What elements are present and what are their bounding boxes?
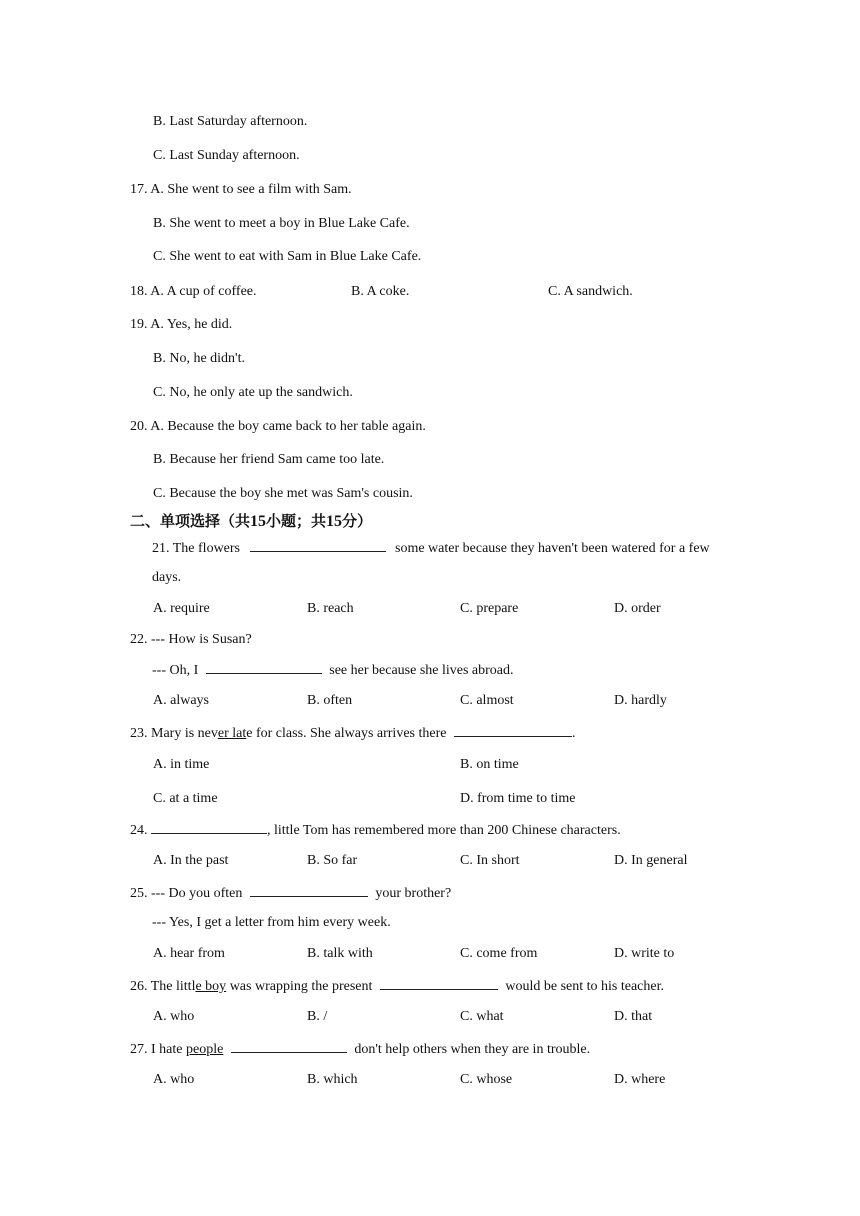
q18-option-c: C. A sandwich. bbox=[548, 284, 633, 299]
q26-stem bbox=[130, 977, 664, 996]
q24-option-c: C. In short bbox=[460, 853, 520, 868]
q21-stem-pre: 21. The flowers bbox=[152, 541, 240, 556]
q21-option-a: A. require bbox=[153, 601, 210, 616]
q19-option-c: C. No, he only ate up the sandwich. bbox=[153, 385, 353, 400]
q22-option-a: A. always bbox=[153, 693, 209, 708]
q20-option-a: 20. A. Because the boy came back to her table again. bbox=[130, 419, 426, 434]
q24-stem-post: , little Tom has remembered more than 200 Chinese characters. bbox=[267, 823, 621, 838]
q26-option-b: B. / bbox=[307, 1009, 328, 1024]
section-2-points: 15 bbox=[326, 513, 343, 530]
q23-stem bbox=[130, 724, 575, 743]
q25-option-c: C. come from bbox=[460, 946, 538, 961]
q20-option-c: C. Because the boy she met was Sam's cousin. bbox=[153, 486, 413, 501]
q27-stem-post: don't help others when they are in trouble. bbox=[354, 1042, 591, 1057]
q20-option-b: B. Because her friend Sam came too late. bbox=[153, 452, 385, 467]
q22-blank bbox=[206, 661, 322, 674]
q22-stem-post: see her because she lives abroad. bbox=[329, 663, 514, 678]
q23-stem-end: . bbox=[571, 726, 576, 741]
q21-stem bbox=[152, 539, 710, 558]
q23-option-d: D. from time to time bbox=[460, 791, 576, 806]
q24-option-b: B. So far bbox=[307, 853, 358, 868]
q18-option-a: 18. A. A cup of coffee. bbox=[130, 284, 257, 299]
q24-blank bbox=[151, 821, 267, 834]
q27-option-b: B. which bbox=[307, 1072, 358, 1087]
q21-stem-post: some water because they haven't been watered for a few bbox=[395, 541, 710, 556]
q26-stem-underlined: e boy bbox=[195, 979, 227, 994]
q26-option-c: C. what bbox=[460, 1009, 504, 1024]
q17-option-c: C. She went to eat with Sam in Blue Lake Cafe. bbox=[153, 249, 422, 264]
q16-option-c: C. Last Sunday afternoon. bbox=[153, 148, 300, 163]
section-2-end: 分） bbox=[342, 512, 373, 530]
q25-option-a: A. hear from bbox=[153, 946, 225, 961]
q26-option-a: A. who bbox=[153, 1009, 195, 1024]
section-2-count: 15 bbox=[250, 513, 267, 530]
q23-stem-p3: e for class. She always arrives there bbox=[246, 726, 447, 741]
q26-option-d: D. that bbox=[614, 1009, 653, 1024]
q24-stem-pre: 24. bbox=[130, 823, 148, 838]
section-2-heading bbox=[130, 512, 372, 531]
q26-stem-post: would be sent to his teacher. bbox=[505, 979, 665, 994]
q27-option-d: D. where bbox=[614, 1072, 666, 1087]
q23-option-c: C. at a time bbox=[153, 791, 218, 806]
q25-blank bbox=[250, 884, 368, 897]
q22-stem-pre: --- Oh, I bbox=[152, 663, 199, 678]
q21-option-b: B. reach bbox=[307, 601, 354, 616]
q26-blank bbox=[380, 977, 498, 990]
q27-stem-p1: 27. I hate bbox=[130, 1042, 183, 1057]
q23-option-a: A. in time bbox=[153, 757, 210, 772]
q25-stem bbox=[130, 884, 451, 903]
q22-option-d: D. hardly bbox=[614, 693, 667, 708]
q26-stem-p3: was wrapping the present bbox=[229, 979, 373, 994]
q24-stem bbox=[130, 821, 621, 840]
q16-option-b: B. Last Saturday afternoon. bbox=[153, 114, 308, 129]
q27-blank bbox=[231, 1040, 347, 1053]
q23-stem-p1: 23. Mary is nev bbox=[130, 726, 218, 741]
q24-option-a: A. In the past bbox=[153, 853, 229, 868]
q24-option-d: D. In general bbox=[614, 853, 688, 868]
q25-stem-pre: 25. --- Do you often bbox=[130, 886, 243, 901]
q21-blank bbox=[250, 539, 386, 552]
q23-blank bbox=[454, 724, 572, 737]
q22-line-2 bbox=[152, 661, 514, 680]
q22-option-c: C. almost bbox=[460, 693, 514, 708]
q18-option-b: B. A coke. bbox=[351, 284, 410, 299]
q17-option-a: 17. A. She went to see a film with Sam. bbox=[130, 182, 352, 197]
q22-line-1: 22. --- How is Susan? bbox=[130, 632, 252, 647]
q22-option-b: B. often bbox=[307, 693, 353, 708]
q17-option-b: B. She went to meet a boy in Blue Lake Cafe. bbox=[153, 216, 410, 231]
q27-stem bbox=[130, 1040, 590, 1059]
q21-option-c: C. prepare bbox=[460, 601, 519, 616]
q21-stem-cont: days. bbox=[152, 570, 182, 585]
q23-option-b: B. on time bbox=[460, 757, 519, 772]
q25-option-b: B. talk with bbox=[307, 946, 373, 961]
q25-option-d: D. write to bbox=[614, 946, 675, 961]
section-2-title: 二、单项选择（共 bbox=[130, 512, 251, 530]
q27-option-c: C. whose bbox=[460, 1072, 513, 1087]
q25-line-2: --- Yes, I get a letter from him every week. bbox=[152, 915, 391, 930]
q26-stem-p1: 26. The littl bbox=[130, 979, 196, 994]
q21-option-d: D. order bbox=[614, 601, 661, 616]
q19-option-b: B. No, he didn't. bbox=[153, 351, 245, 366]
q27-stem-underlined: people bbox=[185, 1042, 224, 1057]
q27-option-a: A. who bbox=[153, 1072, 195, 1087]
section-2-mid: 小题；共 bbox=[266, 512, 327, 530]
q19-option-a: 19. A. Yes, he did. bbox=[130, 317, 233, 332]
q25-stem-post: your brother? bbox=[375, 886, 452, 901]
q23-stem-underlined: er lat bbox=[217, 726, 247, 741]
